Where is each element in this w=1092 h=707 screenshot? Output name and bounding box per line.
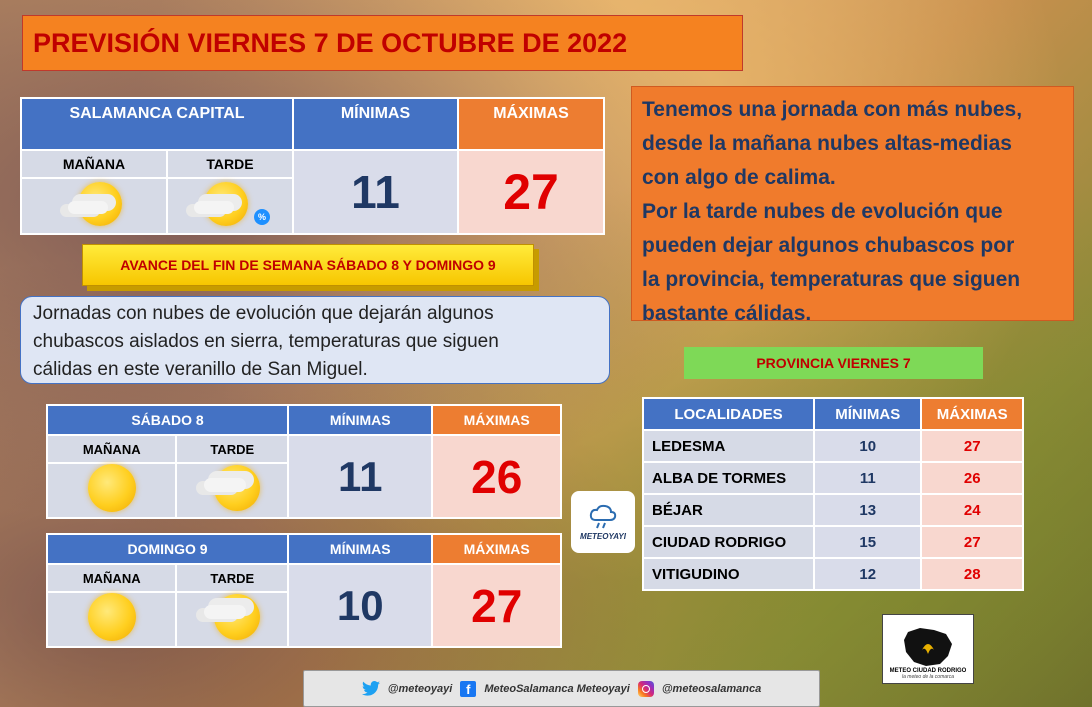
facebook-icon[interactable]: f <box>460 681 476 697</box>
locality-min: 12 <box>814 558 921 590</box>
capital-max-value: 27 <box>458 150 604 234</box>
locality-name: LEDESMA <box>643 430 814 462</box>
table-row <box>643 526 1023 558</box>
sunday-afternoon-label: TARDE <box>176 564 288 592</box>
instagram-icon[interactable] <box>638 681 654 697</box>
locality-name: BÉJAR <box>643 494 814 526</box>
table-row <box>643 462 1023 494</box>
saturday-header: SÁBADO 8 <box>47 405 288 435</box>
sunday-forecast-table <box>46 533 562 648</box>
sunday-morning-icon-cell <box>47 592 176 647</box>
table-row <box>643 430 1023 462</box>
description-line: la provincia, temperaturas que siguen <box>642 268 1021 291</box>
sunday-max-value: 27 <box>432 564 561 647</box>
cloud-rain-icon <box>588 504 618 530</box>
province-table <box>642 397 1024 591</box>
page-title: PREVISIÓN VIERNES 7 DE OCTUBRE DE 2022 <box>22 15 743 71</box>
sunday-morning-label: MAÑANA <box>47 564 176 592</box>
table-row <box>643 558 1023 590</box>
map-silhouette-icon <box>900 626 956 668</box>
capital-afternoon-icon-cell <box>167 178 293 234</box>
locality-max: 26 <box>921 462 1023 494</box>
saturday-min-label: MÍNIMAS <box>288 405 432 435</box>
col-max: MÁXIMAS <box>921 398 1023 430</box>
sun-cloud-rain-icon <box>190 181 270 227</box>
locality-max: 27 <box>921 526 1023 558</box>
sun-icon <box>88 464 136 512</box>
locality-max: 24 <box>921 494 1023 526</box>
sun-cloud-icon <box>202 593 262 641</box>
saturday-forecast-table <box>46 404 562 519</box>
capital-afternoon-label: TARDE <box>167 150 293 178</box>
col-min: MÍNIMAS <box>814 398 921 430</box>
locality-min: 11 <box>814 462 921 494</box>
sunday-afternoon-icon-cell <box>176 592 288 647</box>
locality-name: VITIGUDINO <box>643 558 814 590</box>
sunday-header: DOMINGO 9 <box>47 534 288 564</box>
description-line: Por la tarde nubes de evolución que <box>642 200 1003 223</box>
sun-icon <box>88 593 136 641</box>
capital-morning-label: MAÑANA <box>21 150 167 178</box>
saturday-max-value: 26 <box>432 435 561 518</box>
capital-morning-icon-cell <box>21 178 167 234</box>
sunday-min-value: 10 <box>288 564 432 647</box>
capital-min-value: 11 <box>293 150 458 234</box>
description-line: Tenemos una jornada con más nubes, <box>642 98 1023 121</box>
meteocr-tagline: la meteo de la comarca <box>902 674 954 680</box>
saturday-min-value: 11 <box>288 435 432 518</box>
saturday-afternoon-label: TARDE <box>176 435 288 463</box>
sunday-max-label: MÁXIMAS <box>432 534 561 564</box>
locality-name: CIUDAD RODRIGO <box>643 526 814 558</box>
saturday-morning-icon-cell <box>47 463 176 518</box>
description-line: pueden dejar algunos chubascos por <box>642 234 1015 257</box>
capital-forecast-table <box>20 97 605 235</box>
meteocr-logo-text: METEO CIUDAD RODRIGO <box>889 668 967 674</box>
locality-name: ALBA DE TORMES <box>643 462 814 494</box>
forecast-description <box>631 86 1074 325</box>
locality-min: 13 <box>814 494 921 526</box>
table-row <box>643 494 1023 526</box>
description-line: desde la mañana nubes altas-medias <box>642 132 1012 155</box>
meteoyayi-logo <box>571 491 635 553</box>
description-line: bastante cálidas. <box>642 302 812 325</box>
rain-drop-icon: % <box>254 209 270 225</box>
meteo-ciudad-rodrigo-logo <box>882 614 974 684</box>
description-line: con algo de calima. <box>642 166 836 189</box>
sun-cloud-icon <box>202 464 262 512</box>
saturday-morning-label: MAÑANA <box>47 435 176 463</box>
sunday-min-label: MÍNIMAS <box>288 534 432 564</box>
weekend-description <box>20 296 610 384</box>
locality-max: 28 <box>921 558 1023 590</box>
locality-min: 15 <box>814 526 921 558</box>
weekend-line: chubascos aislados en sierra, temperaturas que siguen <box>33 331 499 352</box>
meteoyayi-logo-text: METEOYAYI <box>580 531 626 541</box>
instagram-handle[interactable]: @meteosalamanca <box>661 682 762 695</box>
saturday-afternoon-icon-cell <box>176 463 288 518</box>
twitter-handle[interactable]: @meteoyayi <box>387 682 453 695</box>
weekend-line: Jornadas con nubes de evolución que dejarán algunos <box>33 303 494 324</box>
twitter-icon[interactable] <box>362 681 380 696</box>
sun-cloud-icon <box>64 181 124 227</box>
weekend-line: cálidas en este veranillo de San Miguel. <box>33 359 368 380</box>
capital-min-label: MÍNIMAS <box>293 98 458 150</box>
locality-max: 27 <box>921 430 1023 462</box>
province-header: PROVINCIA VIERNES 7 <box>684 347 983 379</box>
weekend-banner: AVANCE DEL FIN DE SEMANA SÁBADO 8 Y DOMINGO 9 <box>82 244 534 286</box>
capital-max-label: MÁXIMAS <box>458 98 604 150</box>
col-localidades: LOCALIDADES <box>643 398 814 430</box>
locality-min: 10 <box>814 430 921 462</box>
social-footer <box>303 670 820 707</box>
facebook-handle[interactable]: MeteoSalamanca Meteoyayi <box>484 682 630 695</box>
saturday-max-label: MÁXIMAS <box>432 405 561 435</box>
capital-header: SALAMANCA CAPITAL <box>21 98 293 150</box>
